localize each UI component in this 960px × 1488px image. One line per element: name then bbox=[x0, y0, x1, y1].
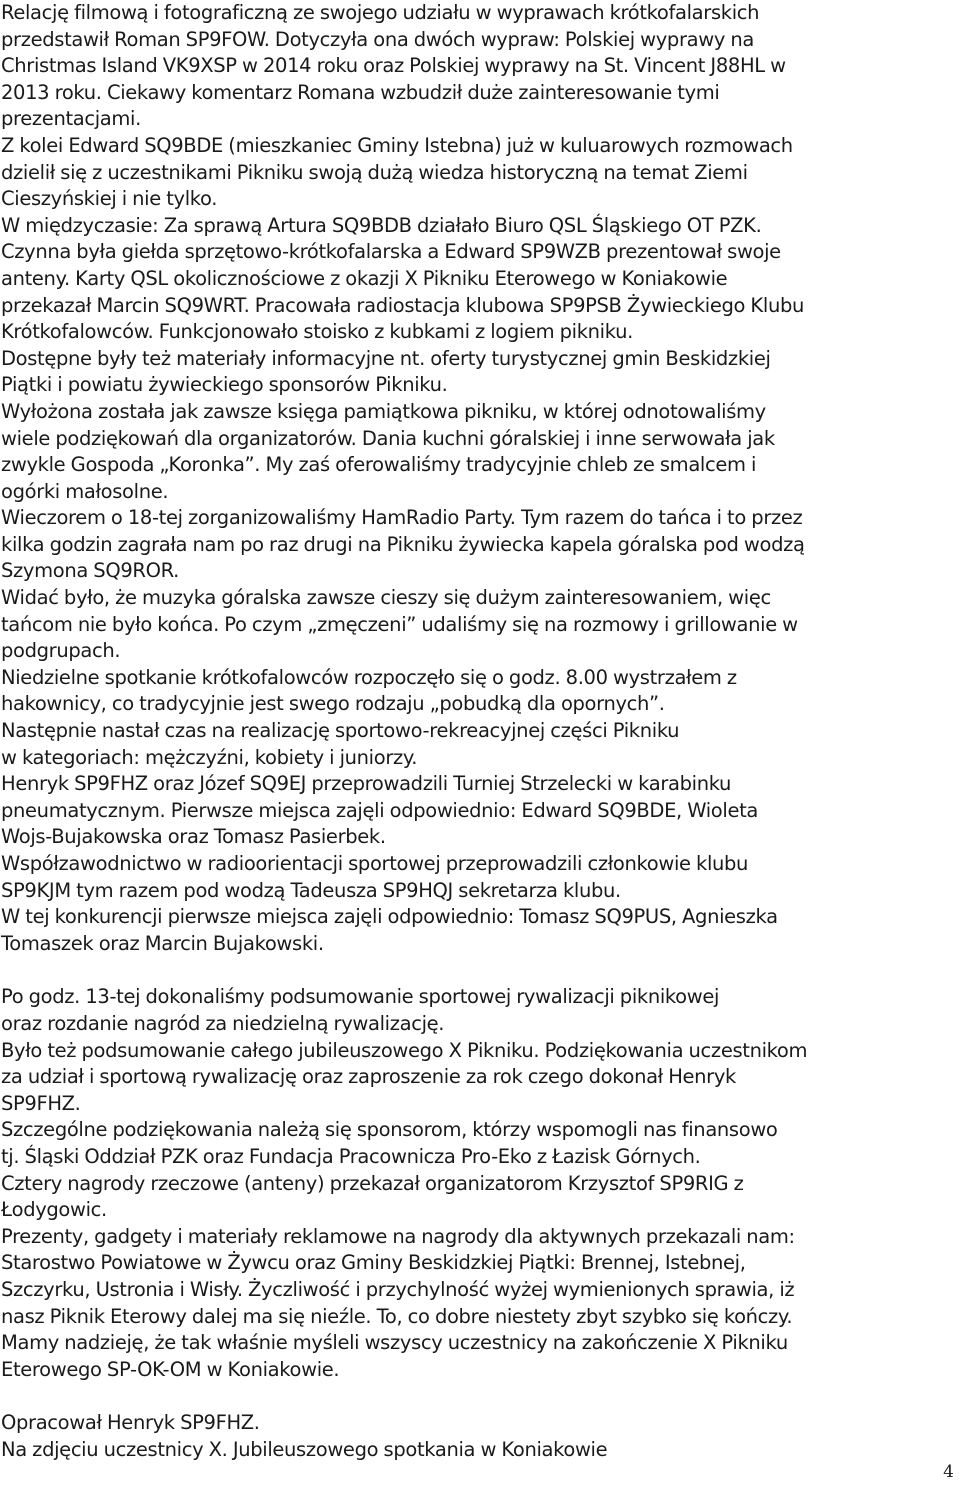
text-line: Po godz. 13-tej dokonaliśmy podsumowanie sportowej rywalizacji piknikowej bbox=[1, 985, 720, 1009]
text-line: anteny. Karty QSL okolicznościowe z okazji X Pikniku Eterowego w Koniakowie bbox=[1, 266, 728, 290]
text-line: Czynna była giełda sprzętowo-krótkofalarska a Edward SP9WZB prezentował swoje bbox=[1, 240, 781, 264]
text-line: Niedzielne spotkanie krótkofalowców rozpoczęło się o godz. 8.00 wystrzałem z bbox=[1, 665, 737, 689]
text-line: Współzawodnictwo w radioorientacji sportowej przeprowadzili członkowie klubu bbox=[1, 852, 749, 875]
paragraph bbox=[0, 1224, 960, 1384]
text-line: Tomaszek oraz Marcin Bujakowski. bbox=[1, 931, 324, 955]
paragraph bbox=[0, 984, 960, 1037]
text-line: oraz rozdanie nagród za niedzielną rywalizację. bbox=[1, 1011, 445, 1035]
text-line: pneumatycznym. Pierwsze miejsca zajęli odpowiednio: Edward SQ9BDE, Wioleta bbox=[1, 798, 758, 822]
text-line: W międzyczasie: Za sprawą Artura SQ9BDB działało Biuro QSL Śląskiego OT PZK. bbox=[1, 213, 762, 237]
text-line: wiele podziękowań dla organizatorów. Dania kuchni góralskiej i inne serwowała jak bbox=[1, 426, 775, 450]
text-line: Szymona SQ9ROR. bbox=[1, 559, 179, 583]
text-line: tj. Śląski Oddział PZK oraz Fundacja Pracownicza Pro-Eko z Łazisk Górnych. bbox=[1, 1144, 701, 1168]
text-line: tańcom nie było końca. Po czym „zmęczeni” udaliśmy się na rozmowy i grillowanie w bbox=[1, 612, 798, 636]
text-line: podgrupach. bbox=[1, 639, 121, 663]
paragraph bbox=[0, 213, 960, 399]
text-line: Prezenty, gadgety i materiały reklamowe na nagrody dla aktywnych przekazali nam: bbox=[1, 1224, 795, 1248]
page-number: 4 bbox=[943, 1462, 954, 1482]
text-line: Widać było, że muzyka góralska zawsze cieszy się dużym zainteresowaniem, więc bbox=[1, 586, 771, 610]
text-line: Eterowego SP-OK-OM w Koniakowie. bbox=[1, 1357, 340, 1381]
text-line: prezentacjami. bbox=[1, 107, 141, 131]
text-line: Wyłożona została jak zawsze księga pamiątkowa pikniku, w której odnotowaliśmy bbox=[1, 399, 766, 423]
paragraph bbox=[0, 1117, 960, 1170]
text-line: SP9FHZ. bbox=[1, 1091, 81, 1115]
text-line: przekazał Marcin SQ9WRT. Pracowała radiostacja klubowa SP9PSB Żywieckiego Klubu bbox=[1, 293, 804, 317]
paragraph bbox=[0, 771, 960, 851]
paragraph bbox=[0, 1038, 960, 1118]
text-line: Krótkofalowców. Funkcjonowało stoisko z kubkami z logiem pikniku. bbox=[1, 320, 633, 344]
text-line: dzielił się z uczestnikami Pikniku swoją dużą wiedza historyczną na temat Ziemi bbox=[1, 160, 748, 184]
text-line: Cieszyńskiej i nie tylko. bbox=[1, 187, 218, 211]
text-line: Christmas Island VK9XSP w 2014 roku oraz Polskiej wyprawy na St. Vincent J88HL w bbox=[1, 54, 786, 78]
text-line: ogórki małosolne. bbox=[1, 479, 169, 503]
text-line: nasz Piknik Eterowy dalej ma się nieźle. To, co dobre niestety zbyt szybko się kończy. bbox=[1, 1304, 793, 1328]
paragraph bbox=[0, 0, 960, 133]
text-line: kilka godzin zagrała nam po raz drugi na Pikniku żywiecka kapela góralska pod wodzą bbox=[1, 532, 805, 556]
paragraph bbox=[0, 585, 960, 665]
paragraph bbox=[0, 505, 960, 585]
text-line: Następnie nastał czas na realizację sportowo-rekreacyjnej części Pikniku bbox=[1, 719, 680, 743]
text-line: Starostwo Powiatowe w Żywcu oraz Gminy Beskidzkiej Piątki: Brennej, Istebnej, bbox=[1, 1251, 746, 1275]
text-line: Cztery nagrody rzeczowe (anteny) przekazał organizatorom Krzysztof SP9RIG z bbox=[1, 1171, 744, 1195]
paragraph bbox=[0, 1171, 960, 1224]
text-line: Opracował Henryk SP9FHZ. bbox=[1, 1411, 260, 1435]
text-line: Szczególne podziękowania należą się sponsorom, którzy wspomogli nas finansowo bbox=[1, 1118, 778, 1142]
text-line: Piątki i powiatu żywieckiego sponsorów Pikniku. bbox=[1, 373, 448, 397]
text-line: Z kolei Edward SQ9BDE (mieszkaniec Gminy Istebna) już w kuluarowych rozmowach bbox=[1, 133, 793, 157]
text-line: Mamy nadzieję, że tak właśnie myśleli wszyscy uczestnicy na zakończenie X Pikniku bbox=[1, 1331, 788, 1355]
paragraph bbox=[0, 718, 960, 771]
text-line: 2013 roku. Ciekawy komentarz Romana wzbudził duże zainteresowanie tymi bbox=[1, 80, 720, 104]
text-line: za udział i sportową rywalizację oraz zaproszenie za rok czego dokonał Henryk bbox=[1, 1065, 736, 1089]
paragraph bbox=[0, 904, 960, 957]
text-line: W tej konkurencji pierwsze miejsca zajęli odpowiednio: Tomasz SQ9PUS, Agnieszka bbox=[1, 905, 778, 929]
text-line: Wieczorem o 18-tej zorganizowaliśmy HamRadio Party. Tym razem do tańca i to przez bbox=[1, 506, 803, 530]
text-line: zwykle Gospoda „Koronka”. My zaś oferowaliśmy tradycyjnie chleb ze smalcem i bbox=[1, 453, 757, 477]
text-line: Wojs-Bujakowska oraz Tomasz Pasierbek. bbox=[1, 825, 386, 849]
paragraph bbox=[0, 1410, 960, 1437]
text-line: Łodygowic. bbox=[1, 1198, 107, 1222]
text-line: hakownicy, co tradycyjnie jest swego rodzaju „pobudką dla opornych”. bbox=[1, 692, 665, 716]
text-line: Na zdjęciu uczestnicy X. Jubileuszowego spotkania w Koniakowie bbox=[1, 1437, 608, 1461]
text-line: w kategoriach: mężczyźni, kobiety i juniorzy. bbox=[1, 745, 418, 769]
paragraph bbox=[0, 399, 960, 505]
paragraph-spacer bbox=[0, 1383, 960, 1410]
text-line: Szczyrku, Ustronia i Wisły. Życzliwość i przychylność wyżej wymienionych sprawia, iż bbox=[1, 1277, 795, 1301]
text-line: Henryk SP9FHZ oraz Józef SQ9EJ przeprowadzili Turniej Strzelecki w karabinku bbox=[1, 772, 732, 796]
paragraph bbox=[0, 1437, 960, 1464]
paragraph bbox=[0, 851, 960, 904]
paragraph bbox=[0, 665, 960, 718]
text-line: Było też podsumowanie całego jubileuszowego X Pikniku. Podziękowania uczestnikom bbox=[1, 1038, 808, 1062]
text-line: Relację filmową i fotograficzną ze swojego udziału w wyprawach krótkofalarskich bbox=[1, 1, 760, 24]
paragraph bbox=[0, 133, 960, 213]
text-line: Dostępne były też materiały informacyjne nt. oferty turystycznej gmin Beskidzkiej bbox=[1, 346, 771, 370]
paragraph-spacer bbox=[0, 957, 960, 984]
text-line: przedstawił Roman SP9FOW. Dotyczyła ona dwóch wypraw: Polskiej wyprawy na bbox=[1, 27, 754, 51]
text-line: SP9KJM tym razem pod wodzą Tadeusza SP9HQJ sekretarza klubu. bbox=[1, 878, 621, 902]
